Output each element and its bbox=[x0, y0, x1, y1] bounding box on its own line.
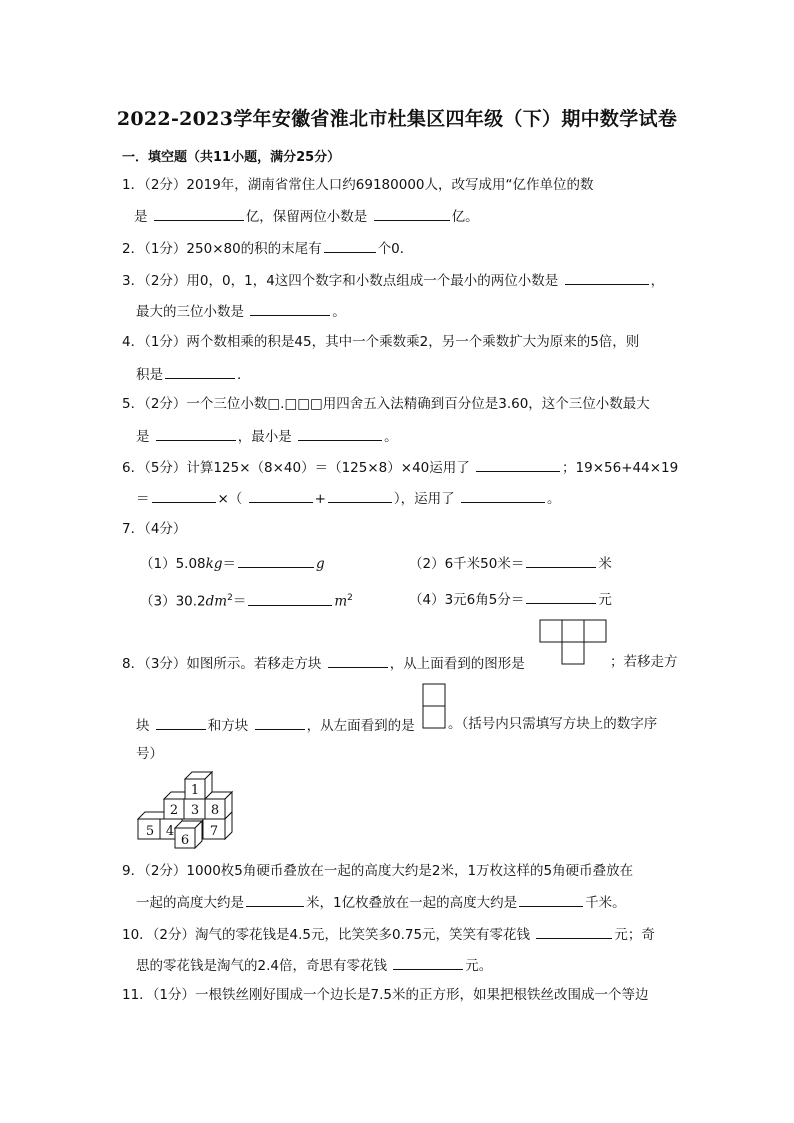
q5-blank-1[interactable] bbox=[156, 426, 236, 441]
q7-p1-unit-1: kg bbox=[205, 556, 223, 572]
left-view-figure bbox=[422, 683, 446, 729]
q1-line-1: 1．（2分）2019年，湖南省常住人口约69180000人，改写成用“亿作单位的数 bbox=[122, 177, 594, 193]
q7-p3-text: （3）30.2 bbox=[140, 593, 206, 610]
q1-text-3: 亿。 bbox=[451, 209, 479, 225]
q1-blank-1[interactable] bbox=[154, 206, 244, 221]
q3-text-4: 。 bbox=[332, 304, 346, 320]
q7-p4-unit: 元 bbox=[598, 592, 612, 608]
q7-p3-sup-2: 2 bbox=[347, 593, 353, 603]
q10-line-2 bbox=[136, 955, 492, 975]
q6-text-2: ；19×56+44×19 bbox=[562, 460, 679, 476]
q9-blank-1[interactable] bbox=[246, 892, 304, 907]
q7-p1-unit-2: g bbox=[315, 556, 325, 572]
q6-text-4: ×（ bbox=[217, 491, 243, 507]
q7-part-4 bbox=[409, 589, 612, 609]
cube-label: 2 bbox=[169, 803, 179, 818]
q5-blank-2[interactable] bbox=[298, 426, 382, 441]
q1-blank-2[interactable] bbox=[374, 206, 450, 221]
cube-label: 7 bbox=[209, 824, 219, 839]
q8-text-4: 和方块 bbox=[207, 718, 249, 734]
top-view-figure bbox=[539, 619, 607, 665]
q10-text-4: 元。 bbox=[465, 958, 493, 974]
q11-line-1: 11．（1分）一根铁丝刚好围成一个边长是7.5米的正方形，如果把根铁丝改围成一个等边 bbox=[122, 987, 649, 1003]
q9-line-2 bbox=[136, 892, 626, 912]
page-title: 2022-2023学年安徽省淮北市杜集区四年级（下）期中数学试卷 bbox=[116, 108, 678, 130]
q3-text-3: 最大的三位小数是 bbox=[136, 304, 244, 320]
q8-blank-2[interactable] bbox=[156, 715, 206, 730]
q8-blank-1[interactable] bbox=[328, 653, 388, 668]
section-heading: 一．填空题（共11小题，满分25分） bbox=[122, 150, 341, 165]
cube-face bbox=[138, 812, 164, 819]
q7-p2-unit: 米 bbox=[598, 556, 612, 572]
q6-text-7: 。 bbox=[546, 491, 561, 507]
q4-text-2: . bbox=[237, 367, 242, 383]
q4-text-1: 积是 bbox=[136, 367, 163, 383]
q1-text-2: 亿，保留两位小数是 bbox=[245, 209, 368, 225]
q3-line-1 bbox=[122, 270, 664, 290]
q8-blank-3[interactable] bbox=[255, 715, 305, 730]
left-view-square bbox=[423, 684, 445, 706]
q7-p3-unit-1: dm bbox=[205, 593, 228, 610]
q6-text-5: + bbox=[314, 491, 326, 507]
q7-p3-unit-2: m bbox=[334, 593, 348, 610]
q3-text-2: ， bbox=[650, 273, 665, 289]
q5-line-1: 5．（2分）一个三位小数□.□□□用四舍五入法精确到百分位是3.60，这个三位小数最大 bbox=[122, 396, 650, 412]
q8-text-1: 8．（3分）如图所示。若移走方块 bbox=[122, 656, 322, 672]
q7-p1-text: （1）5.08 bbox=[140, 556, 206, 572]
cube-label: 1 bbox=[190, 783, 200, 798]
q4-blank[interactable] bbox=[165, 364, 235, 379]
q10-text-2: 元；奇 bbox=[614, 927, 655, 943]
q7-p3-eq: ＝ bbox=[232, 593, 247, 610]
q6-blank-3[interactable] bbox=[249, 488, 313, 503]
q3-blank-1[interactable] bbox=[565, 270, 649, 285]
cube-label: 8 bbox=[210, 803, 220, 818]
q6-text-1: 6．（5分）计算125×（8×40）＝（125×8）×40运用了 bbox=[122, 460, 470, 476]
q10-blank-1[interactable] bbox=[536, 924, 612, 939]
q7-part-2 bbox=[409, 553, 612, 573]
q4-line-2 bbox=[136, 364, 241, 384]
q7-p4-text: （4）3元6角5分＝ bbox=[409, 592, 525, 608]
q3-text-1: 3．（2分）用0，0，1，4这四个数字和小数点组成一个最小的两位小数是 bbox=[122, 273, 559, 289]
q2-text-2: 个0． bbox=[377, 241, 414, 257]
q8-line-1b: ；若移走方 bbox=[610, 654, 678, 670]
top-view-square bbox=[540, 620, 562, 642]
q7-part-3 bbox=[140, 589, 353, 611]
q2-text-1: 2．（1分）250×80的积的末尾有 bbox=[122, 241, 322, 257]
top-view-square bbox=[562, 620, 584, 642]
q10-blank-2[interactable] bbox=[393, 955, 463, 970]
left-view-square bbox=[423, 706, 445, 728]
q9-text-1: 一起的高度大约是 bbox=[136, 895, 244, 911]
q6-line-2 bbox=[136, 488, 560, 508]
q5-line-2 bbox=[136, 426, 398, 446]
q7-p2-text: （2）6千米50米＝ bbox=[409, 556, 525, 572]
q10-text-1: 10．（2分）淘气的零花钱是4.5元，比笑笑多0.75元，笑笑有零花钱 bbox=[122, 927, 531, 943]
q5-text-1: 是 bbox=[136, 429, 150, 445]
q7-p3-sup-1: 2 bbox=[227, 593, 233, 603]
q2-blank[interactable] bbox=[324, 238, 376, 253]
q7-p1-eq: ＝ bbox=[222, 556, 236, 572]
q4-line-1: 4．（1分）两个数相乘的积是45，其中一个乘数乘2，另一个乘数扩大为原来的5倍，则 bbox=[122, 334, 640, 350]
top-view-square bbox=[584, 620, 606, 642]
cube-label: 3 bbox=[190, 803, 200, 818]
q6-text-3: ＝ bbox=[136, 491, 150, 507]
q6-line-1 bbox=[122, 457, 678, 477]
q6-blank-2[interactable] bbox=[152, 488, 216, 503]
q7-blank-1[interactable] bbox=[238, 553, 314, 568]
cube-face bbox=[164, 792, 185, 799]
q9-line-1: 9．（2分）1000枚5角硬币叠放在一起的高度大约是2米，1万枚这样的5角硬币叠放在 bbox=[122, 863, 634, 879]
q10-line-1 bbox=[122, 924, 655, 944]
q7-blank-2[interactable] bbox=[526, 553, 596, 568]
q1-line-2 bbox=[134, 206, 479, 226]
q8-text-2: ，从上面看到的图形是 bbox=[389, 656, 525, 672]
q8-line-2b: 。（括号内只需填写方块上的数字序 bbox=[448, 716, 658, 732]
q3-line-2 bbox=[136, 301, 346, 321]
q8-line-1 bbox=[122, 653, 525, 673]
q9-text-3: 千米。 bbox=[585, 895, 626, 911]
q6-blank-1[interactable] bbox=[476, 457, 560, 472]
q5-text-3: 。 bbox=[384, 429, 398, 445]
top-view-square bbox=[562, 642, 584, 664]
cube-label: 5 bbox=[145, 824, 155, 839]
q8-text-5: ，从左面看到的是 bbox=[306, 718, 415, 734]
q9-text-2: 米，1亿枚叠放在一起的高度大约是 bbox=[306, 895, 518, 911]
q8-line-3: 号） bbox=[136, 746, 163, 762]
q10-text-3: 思的零花钱是淘气的2.4倍，奇思有零花钱 bbox=[136, 958, 387, 974]
q9-blank-2[interactable] bbox=[519, 892, 583, 907]
q7-blank-4[interactable] bbox=[526, 589, 596, 604]
q6-blank-5[interactable] bbox=[461, 488, 545, 503]
q6-text-6: ），运用了 bbox=[393, 491, 455, 507]
q1-text-1: 是 bbox=[134, 209, 148, 225]
q2-line bbox=[122, 238, 413, 258]
q8-line-2 bbox=[136, 715, 415, 735]
q6-blank-4[interactable] bbox=[328, 488, 392, 503]
q3-blank-2[interactable] bbox=[250, 301, 330, 316]
cube-stack-figure bbox=[134, 770, 238, 852]
q7-blank-3[interactable] bbox=[248, 591, 332, 606]
q7-part-1 bbox=[140, 553, 325, 573]
q5-text-2: ，最小是 bbox=[237, 429, 292, 445]
q7-line-1: 7．（4分） bbox=[122, 521, 187, 537]
cube-label: 6 bbox=[180, 833, 190, 848]
cube-label: 4 bbox=[165, 824, 175, 839]
q8-text-3: 块 bbox=[136, 718, 150, 734]
